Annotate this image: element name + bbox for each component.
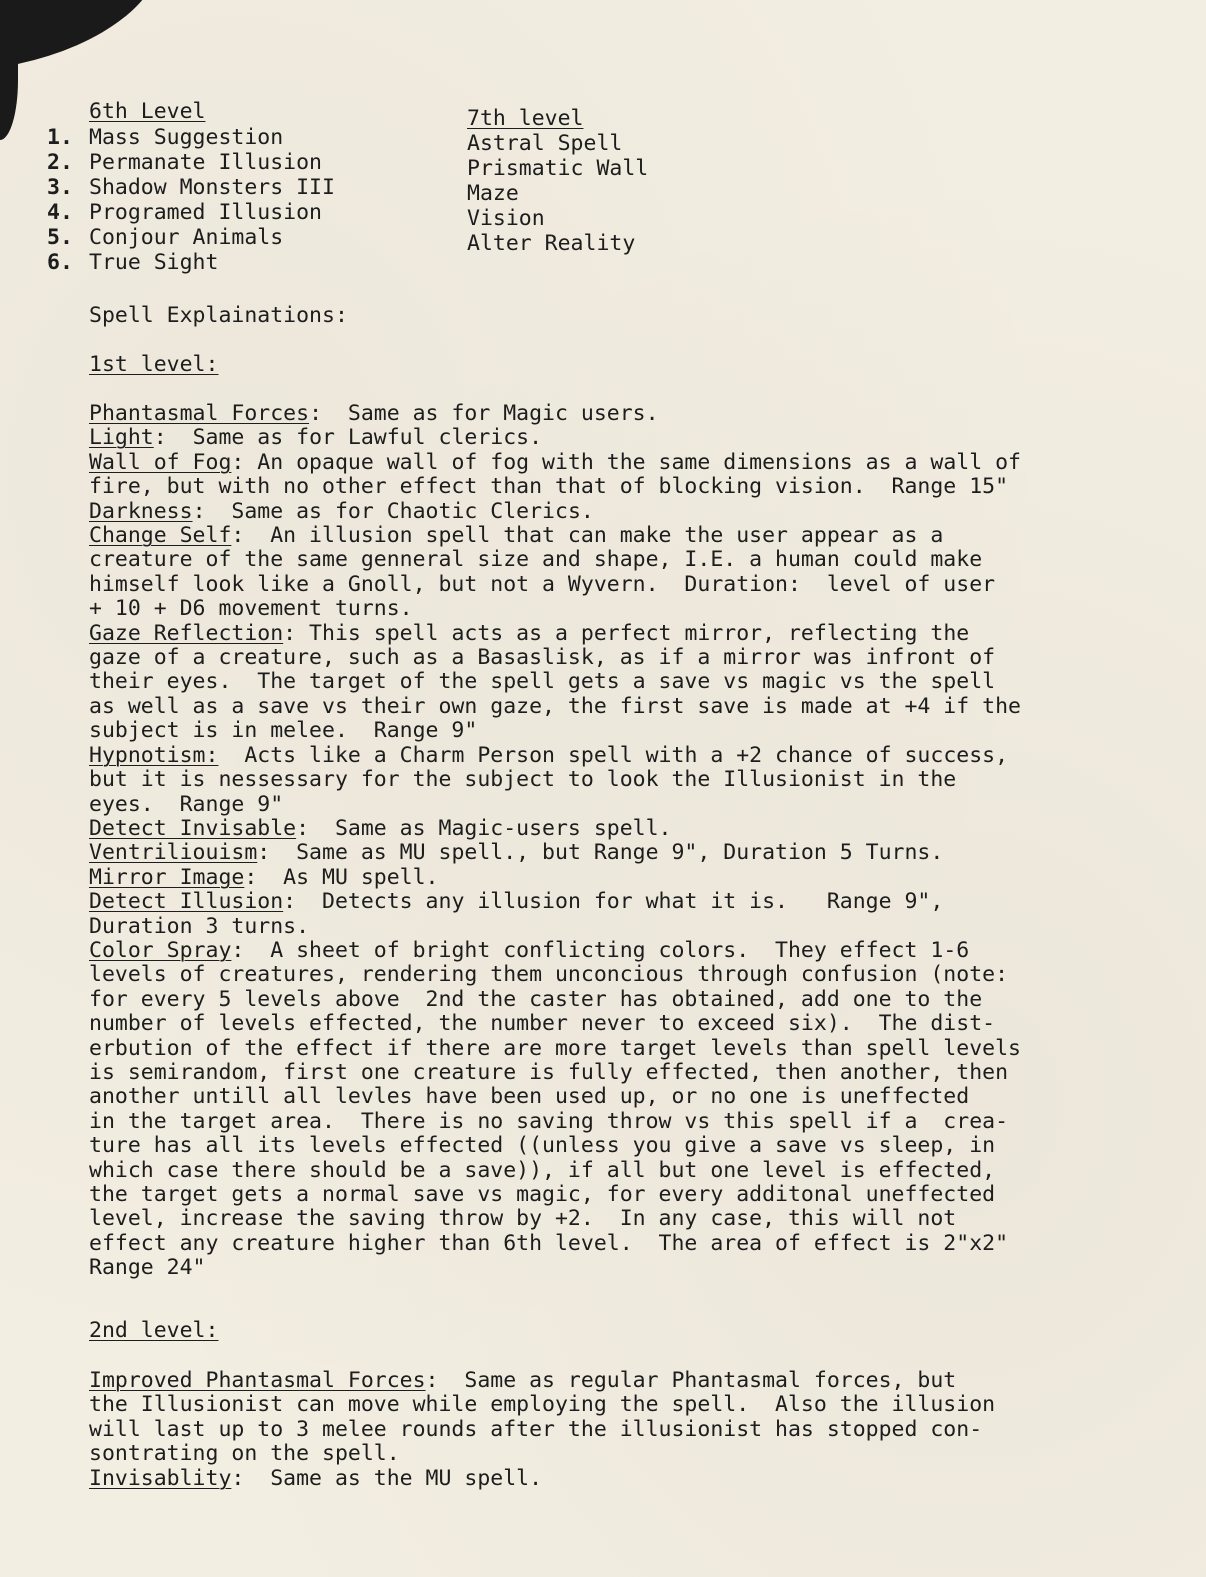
spell-entry-name: Change Self [89, 523, 232, 549]
sixth-level-item [47, 200, 335, 225]
spell-entry-text: : As MU spell. [244, 864, 439, 890]
spell-entry-text: : This spell acts as a perfect mirror, reflecting the gaze of a creature, such as a Basaslisk, as if a mirror was infront of their eyes. The target of the spell gets a save vs magic vs the spell as well as a save vs their own gaze, the first save is made at +4 if the subject is in melee. Range 9" [89, 620, 1021, 744]
spell-entry-text: : Same as the MU spell. [231, 1465, 543, 1491]
first-level-entries [89, 402, 1189, 1281]
spell-name: Programed Illusion [89, 200, 322, 225]
spell-entry [89, 1467, 1189, 1491]
sixth-level-item [47, 250, 335, 275]
sixth-level-item [47, 125, 335, 150]
spell-entry-name: Light [89, 425, 154, 451]
spell-entry-name: Color Spray [89, 937, 232, 963]
spell-entry-text: Acts like a Charm Person spell with a +2 chance of success, but it is nessessary for the subject to look the Illusionist in the eyes. Range 9" [89, 742, 1009, 817]
spell-entry-name: Detect Invisable [89, 815, 297, 841]
spell-entry-text: : Same as for Magic users. [309, 401, 659, 426]
seventh-level-heading: 7th level [467, 106, 584, 131]
spell-entry [89, 939, 1189, 1281]
spell-entry [89, 1369, 1189, 1467]
spell-entry-text: : Same as MU spell., but Range 9", Duration 5 Turns. [257, 840, 944, 866]
spell-entry [89, 451, 1189, 500]
sixth-level-heading: 6th Level [89, 99, 206, 124]
second-level-entries [89, 1369, 1189, 1491]
spell-entry-name: Phantasmal Forces [89, 401, 310, 426]
item-number: 4. [47, 200, 73, 225]
seventh-level-item: Maze [467, 181, 519, 206]
spell-entry [89, 426, 1189, 450]
spell-entry [89, 622, 1189, 744]
item-number: 6. [47, 250, 73, 275]
spell-entry-text: : An illusion spell that can make the user appear as a creature of the same genneral size and shape, I.E. a human could make himself look like a Gnoll, but not a Wyvern. Duration: level of user + 10 + D6 movement turns. [89, 523, 996, 622]
sixth-level-item [47, 175, 335, 200]
first-level-heading: 1st level: [89, 352, 219, 377]
spell-entry-name: Mirror Image [89, 864, 245, 890]
seventh-level-item: Prismatic Wall [467, 156, 649, 181]
spell-explanations-heading: Spell Explainations: [89, 303, 348, 328]
seventh-level-list [467, 131, 648, 256]
seventh-level-item: Vision [467, 206, 545, 231]
spell-name: Shadow Monsters III [89, 175, 335, 200]
seventh-level-item: Astral Spell [467, 131, 623, 156]
spell-entry [89, 500, 1189, 524]
spell-name: Permanate Illusion [89, 150, 322, 175]
spell-entry-name: Darkness [89, 498, 193, 524]
sixth-level-list [47, 125, 335, 275]
spell-entry-name: Hypnotism: [89, 742, 219, 768]
spell-entry [89, 402, 1189, 426]
item-number: 1. [47, 125, 73, 150]
second-level-heading: 2nd level: [89, 1318, 219, 1343]
item-number: 5. [47, 225, 73, 250]
spell-entry-text: : Detects any illusion for what it is. Range 9", Duration 3 turns. [89, 889, 944, 939]
spell-name: Conjour Animals [89, 225, 284, 250]
spell-name: True Sight [89, 250, 219, 275]
page-corner-shadow [0, 0, 175, 68]
spell-entry-name: Gaze Reflection [89, 620, 284, 646]
spell-entry-text: : Same as regular Phantasmal forces, but the Illusionist can move while employing the spell. Also the illusion will last up to 3 melee rounds after the illusionist has stopped con- sontrating on the spell. [89, 1368, 996, 1467]
spell-entry-name: Invisablity [89, 1465, 232, 1491]
spell-entry-text: : An opaque wall of fog with the same dimensions as a wall of fire, but with no other effect than that of blocking vision. Range 15" [89, 449, 1021, 500]
sixth-level-item [47, 225, 335, 250]
spell-entry [89, 890, 1189, 939]
spell-entry-text: : A sheet of bright conflicting colors. They effect 1-6 levels of creatures, rendering them unconcious through confusion (note: for every 5 levels above 2nd the caster has obtained, add one to the number of levels effected, the number never to exceed six). The dist- erbution of the effect if there are more target levels than spell levels is semirandom, first one creature is fully effected, then another, then another untill all levles have been used up, or no one is uneffected in the target area. There is no saving throw vs this spell if a crea- ture has all its levels effected ((unless you give a save vs sleep, in which case there should be a save)), if all but one level is effected, the target gets a normal save vs magic, for every additonal uneffected level, increase the saving throw by +2. In any case, this will not effect any creature higher than 6th level. The area of effect is 2"x2" Range 24" [89, 937, 1021, 1281]
spell-entry [89, 866, 1189, 890]
spell-entry [89, 841, 1189, 865]
spell-entry [89, 524, 1189, 622]
spell-entry [89, 817, 1189, 841]
spell-entry-text: : Same as Magic-users spell. [296, 815, 672, 841]
spell-entry-name: Ventriliouism [89, 840, 258, 866]
page-edge-shadow [0, 60, 18, 140]
spell-entry-text: : Same as for Lawful clerics. [153, 425, 543, 451]
spell-entry-text: : Same as for Chaotic Clerics. [192, 498, 594, 524]
spell-entry-name: Detect Illusion [89, 889, 284, 915]
spell-name: Mass Suggestion [89, 125, 284, 150]
item-number: 2. [47, 150, 73, 175]
sixth-level-item [47, 150, 335, 175]
spell-entry-name: Wall of Fog [89, 449, 232, 475]
spell-entry [89, 744, 1189, 817]
item-number: 3. [47, 175, 73, 200]
spell-entry-name: Improved Phantasmal Forces [89, 1368, 426, 1393]
seventh-level-item: Alter Reality [467, 231, 636, 256]
